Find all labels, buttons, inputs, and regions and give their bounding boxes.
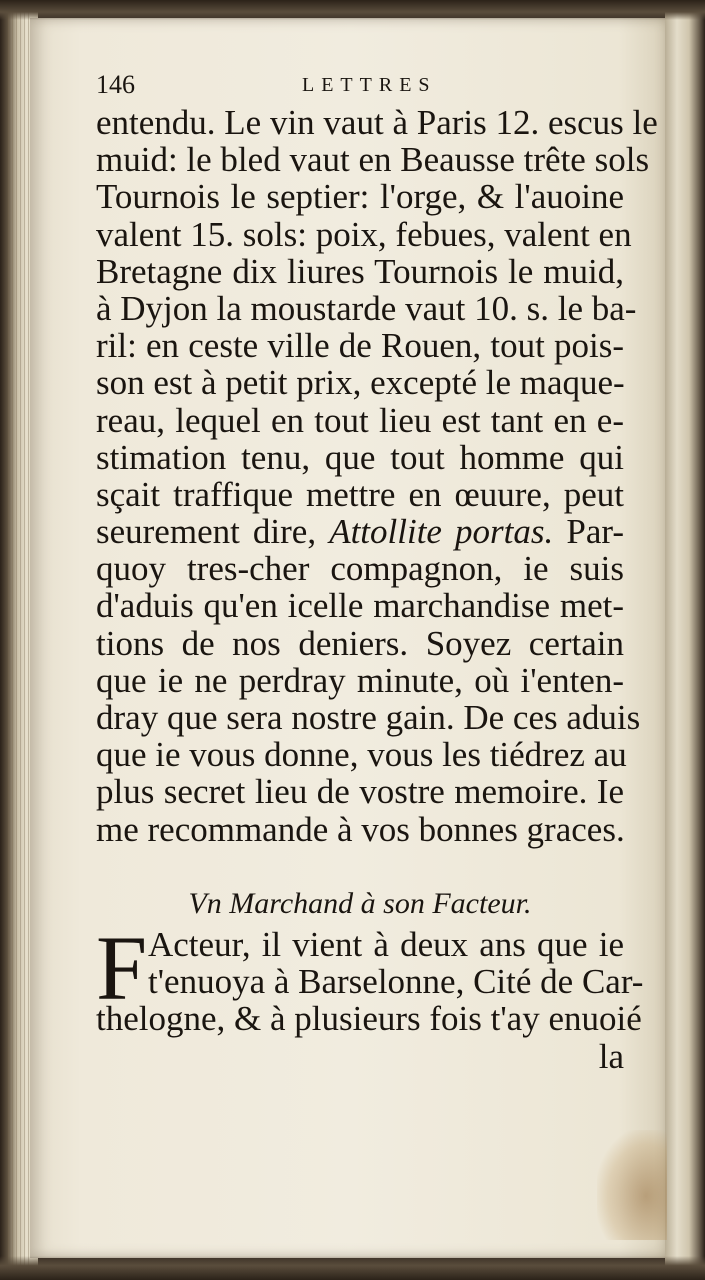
text-line: d'aduis qu'en icelle marchandise met- bbox=[96, 586, 624, 626]
text-line: ril: en ceste ville de Rouen, tout pois- bbox=[96, 326, 624, 366]
section-title: Vn Marchand à son Facteur. bbox=[188, 886, 532, 920]
text-line: reau, lequel en tout lieu est tant en e- bbox=[96, 400, 624, 440]
drop-cap: F bbox=[96, 916, 148, 1019]
text-line: stimation tenu, que tout homme qui bbox=[96, 437, 624, 477]
text-line: tions de nos deniers. Soyez certain bbox=[96, 623, 624, 663]
latin-quote: Attollite portas. bbox=[329, 512, 554, 552]
line-start: seurement dire, bbox=[96, 512, 317, 552]
book-bottom-edge bbox=[0, 1256, 705, 1280]
text-line: valent 15. sols: poix, febues, valent en bbox=[96, 214, 632, 254]
catchword: la bbox=[598, 1037, 624, 1077]
text-line: à Dyjon la moustarde vaut 10. s. le ba- bbox=[96, 288, 637, 328]
page-number: 146 bbox=[96, 70, 135, 99]
text-line-last: me recommande à vos bonnes graces. bbox=[96, 809, 625, 849]
text-line: son est à petit prix, excepté le maque- bbox=[96, 363, 625, 403]
text-line: muid: le bled vaut en Beausse trête sols bbox=[96, 140, 650, 180]
text-line: plus secret lieu de vostre memoire. Ie bbox=[96, 772, 624, 812]
text-line: sçait traffique mettre en œuure, peut bbox=[96, 474, 624, 514]
book-top-edge bbox=[0, 0, 705, 20]
text-line: Bretagne dix liures Tournois le muid, bbox=[96, 251, 624, 291]
text-line: que ie vous donne, vous les tiédrez au bbox=[96, 735, 627, 775]
text-line: Acteur, il vient à deux ans que ie bbox=[148, 924, 624, 964]
line-end: Par- bbox=[566, 512, 625, 552]
facing-page-edge bbox=[665, 0, 705, 1280]
letter-opening bbox=[96, 916, 644, 1039]
text-line: dray que sera nostre gain. De ces aduis bbox=[96, 698, 641, 737]
text-line: que ie ne perdray minute, où i'enten- bbox=[96, 660, 624, 700]
page-header bbox=[96, 70, 624, 104]
text-line: quoy tres-cher compagnon, ie suis bbox=[96, 549, 624, 589]
text-line: t'enuoya à Barselonne, Cité de Car- bbox=[148, 961, 644, 1001]
text-line: thelogne, & à plusieurs fois t'ay enuoié bbox=[96, 999, 642, 1039]
page-text bbox=[96, 70, 658, 1077]
text-line: Tournois le septier: l'orge, & l'auoine bbox=[96, 177, 624, 217]
text-line-with-latin bbox=[96, 513, 624, 550]
paper-stain bbox=[597, 1130, 667, 1240]
text-line: entendu. Le vin vaut à Paris 12. escus le bbox=[96, 103, 658, 142]
running-head: LETTRES bbox=[302, 74, 437, 96]
